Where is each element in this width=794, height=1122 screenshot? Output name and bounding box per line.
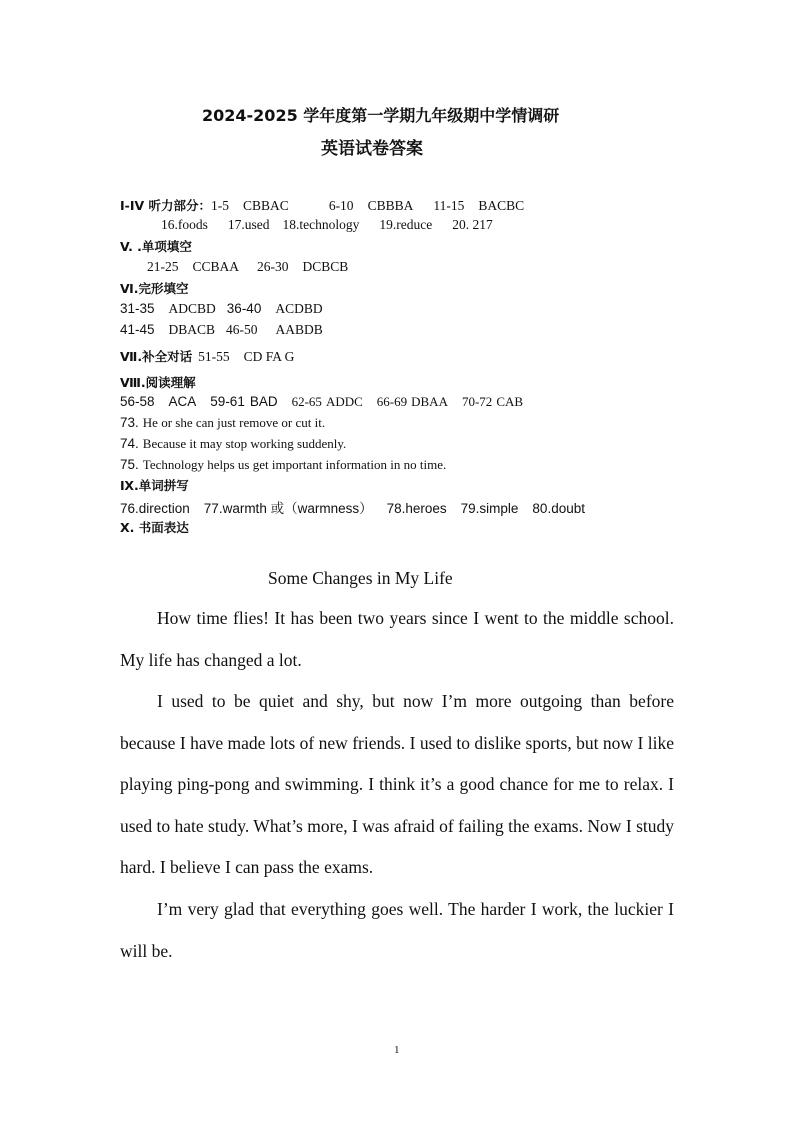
cloze-range-4: 46-50 — [226, 322, 258, 337]
essay-title: Some Changes in My Life — [268, 568, 453, 588]
cloze-row-1 — [120, 300, 323, 318]
single-choice-range-1: 21-25 — [147, 259, 179, 274]
dialogue-row — [120, 347, 294, 366]
writing-heading: X. 书面表达 — [120, 520, 189, 535]
reading-answers-1: ACA — [168, 394, 197, 409]
page-subtitle: 英语试卷答案 — [321, 139, 423, 159]
reading-answer-74 — [120, 435, 346, 453]
listening-word-20: 20. 217 — [452, 217, 493, 232]
listening-answers-2: CBBBA — [367, 198, 414, 213]
reading-range-5: 70-72 — [461, 394, 493, 409]
spelling-answer-77: 77.warmth 或（warmness） — [203, 501, 373, 516]
cloze-answers-2: ACDBD — [275, 301, 323, 316]
reading-answer-text: He or she can just remove or cut it. — [142, 415, 326, 430]
reading-choice-row — [120, 393, 523, 411]
listening-answers-1: CBBAC — [243, 198, 289, 213]
listening-word-17: 17.used — [227, 217, 270, 232]
single-choice-row — [147, 259, 348, 275]
reading-range-3: 62-65 — [291, 394, 322, 409]
listening-words — [161, 217, 493, 233]
reading-answers-4: DBAA — [411, 394, 448, 409]
reading-answer-75 — [120, 456, 446, 474]
reading-answers-2: BAD — [249, 394, 278, 409]
reading-answer-text: Technology helps us get important information in no time. — [142, 457, 447, 472]
cloze-heading: Ⅵ.完形填空 — [120, 281, 189, 296]
listening-range-2: 6-10 — [328, 198, 354, 213]
reading-answer-number: 73. — [120, 415, 139, 430]
reading-range-4: 66-69 — [376, 394, 408, 409]
cloze-range-2: 36-40 — [226, 301, 262, 316]
dialogue-range: 51-55 — [198, 349, 230, 364]
page-number: 1 — [394, 1044, 400, 1056]
spelling-answer-76: 76.direction — [120, 501, 190, 516]
spelling-heading: Ⅸ.单词拼写 — [120, 478, 189, 493]
reading-answer-73 — [120, 414, 325, 432]
cloze-answers-4: AABDB — [275, 322, 323, 337]
spelling-answer-78: 78.heroes — [386, 501, 447, 516]
reading-range-1: 56-58 — [120, 394, 155, 409]
listening-label: I-IV 听力部分： — [120, 198, 212, 213]
reading-heading: Ⅷ.阅读理解 — [120, 375, 196, 390]
reading-answers-3: ADDC — [325, 394, 363, 409]
reading-range-2: 59-61 — [210, 394, 245, 409]
dialogue-answers: CD FA G — [243, 349, 295, 364]
reading-answer-text: Because it may stop working suddenly. — [142, 436, 347, 451]
dialogue-heading: Ⅶ.补全对话 — [120, 349, 193, 364]
essay-paragraph-3: I’m very glad that everything goes well. The harder I work, the luckier I will be. — [120, 899, 674, 961]
reading-answers-5: CAB — [496, 394, 524, 409]
spelling-answer-79: 79.simple — [460, 501, 519, 516]
listening-answers-3: BACBC — [478, 198, 525, 213]
single-choice-answers-2: DCBCB — [302, 259, 349, 274]
listening-word-19: 19.reduce — [379, 217, 433, 232]
spelling-answer-80: 80.doubt — [532, 501, 585, 516]
single-choice-range-2: 26-30 — [257, 259, 289, 274]
listening-range-3: 11-15 — [433, 198, 465, 213]
listening-word-18: 18.technology — [282, 217, 360, 232]
single-choice-answers-1: CCBAA — [192, 259, 240, 274]
page-title: 2024-2025 学年度第一学期九年级期中学情调研 — [202, 106, 560, 125]
cloze-answers-3: DBACB — [168, 322, 216, 337]
listening-range-1: 1-5 — [211, 198, 230, 213]
spelling-row — [120, 497, 585, 517]
listening-word-16: 16.foods — [161, 217, 208, 232]
essay-paragraph-1: How time flies! It has been two years since I went to the middle school. My life has changed a lot. — [120, 608, 674, 670]
reading-answer-number: 74. — [120, 436, 139, 451]
essay-paragraph-2: I used to be quiet and shy, but now I’m more outgoing than before because I have made lots of new friends. I used to dislike sports, but now I like playing ping-pong and swimming. I think it’s a good chance for me to relax. I used to hate study. What’s more, I was afraid of failing the exams. Now I study hard. I believe I can pass the exams. — [120, 691, 674, 878]
cloze-answers-1: ADCBD — [168, 301, 216, 316]
single-choice-heading: V. .单项填空 — [120, 239, 192, 254]
reading-answer-number: 75. — [120, 457, 139, 472]
listening-row — [120, 196, 524, 215]
cloze-row-2 — [120, 321, 323, 339]
cloze-range-3: 41-45 — [120, 322, 155, 337]
cloze-range-1: 31-35 — [120, 301, 155, 316]
